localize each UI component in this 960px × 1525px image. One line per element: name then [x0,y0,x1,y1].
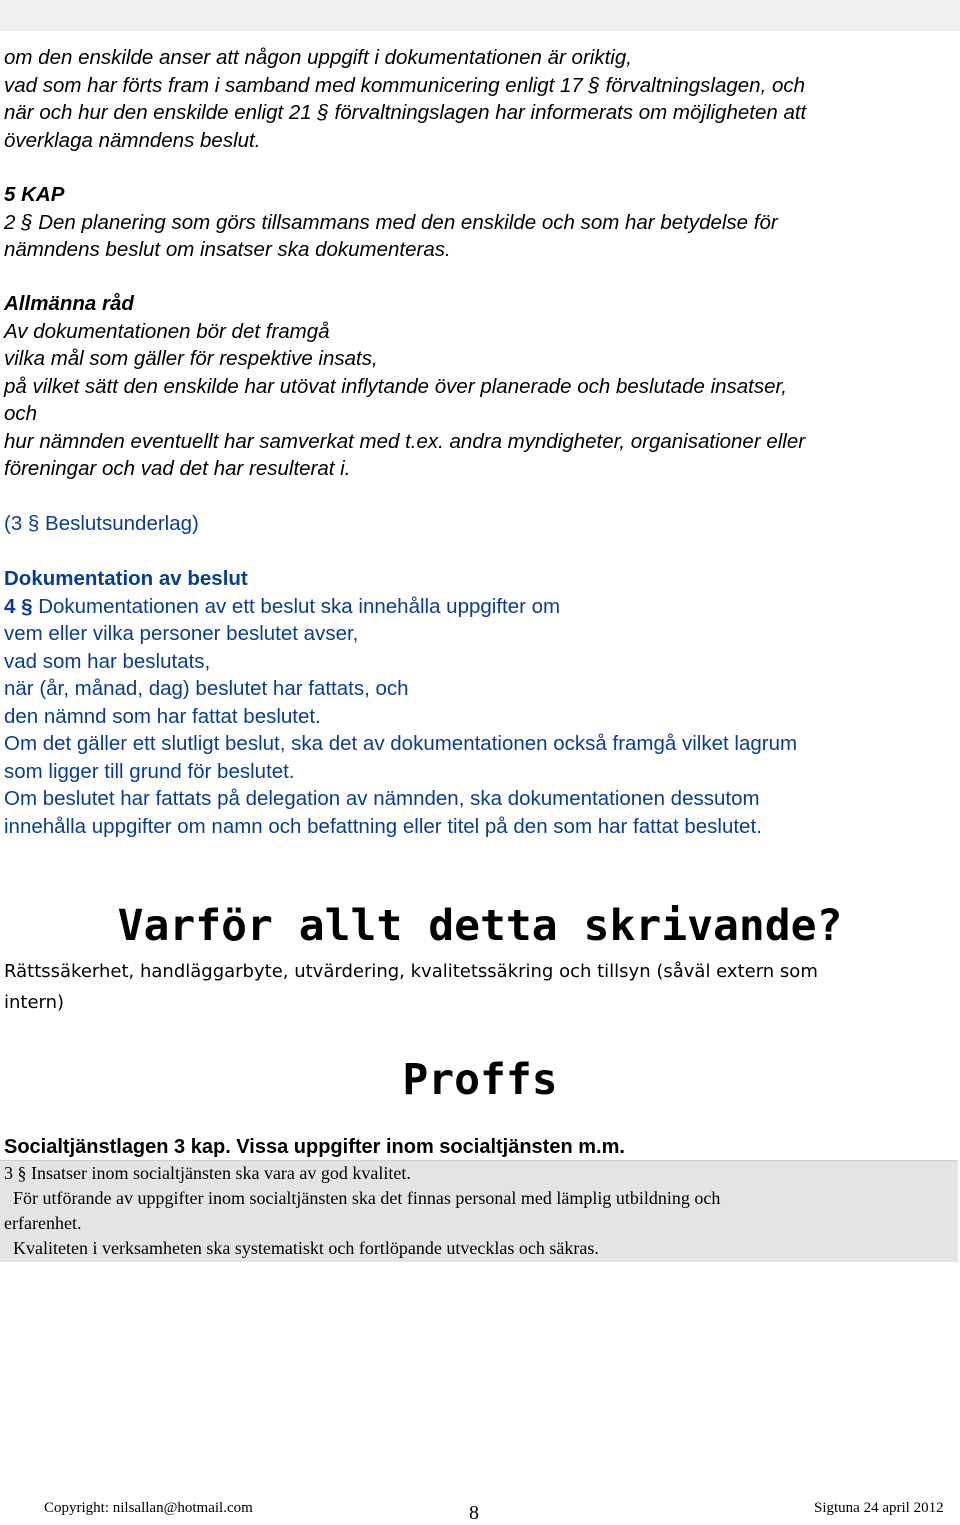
section-heading: 5 KAP [4,183,65,206]
text-line: vilka mål som gäller för respektive insats, [4,347,378,370]
text-line: på vilket sätt den enskilde har utövat inflytande över planerade och beslutade insatser, [4,374,787,398]
text-line: den nämnd som har fattat beslutet. [4,704,321,728]
text-line: om den enskilde anser att någon uppgift i dokumentationen är oriktig, [4,46,632,69]
text-line: som ligger till grund för beslutet. [4,759,295,783]
text-line: när (år, månad, dag) beslutet har fattats, och [4,677,409,700]
text-line: nämndens beslut om insatser ska dokumenteras. [4,238,451,261]
text-line: och [4,402,38,425]
proffs-heading: Proffs [402,1055,558,1105]
text-line: vad som har beslutats, [4,649,211,673]
text-line: föreningar och vad det har resulterat i. [4,457,351,480]
text-line: 3 § Insatser inom socialtjänsten ska vara av god kvalitet. [4,1163,411,1183]
paragraph-dokumentation-uppgifter [4,44,944,154]
text-line: Rättssäkerhet, handläggarbyte, utvärdering, kvalitetssäkring och tillsyn (såväl extern som [4,961,818,982]
text-line: Kvaliteten i verksamheten ska systematiskt och fortlöpande utvecklas och säkras. [4,1238,599,1258]
text-line: 2 § Den planering som görs tillsammans med den enskilde och som har betydelse för [4,210,778,234]
footer-copyright: Copyright: nilsallan@hotmail.com [44,1500,253,1516]
text-line: Om beslutet har fattats på delegation av nämnden, ska dokumentationen dessutom [4,787,760,810]
text-line: För utförande av uppgifter inom socialtjänsten ska det finnas personal med lämplig utbildning och [4,1188,721,1208]
section-allmanna-rad [4,290,944,483]
text-line: (3 § Beslutsunderlag) [4,512,199,535]
beslutsunderlag-reference [4,510,944,538]
paragraph-number: 4 § [4,594,33,618]
text-line: Om det gäller ett slutligt beslut, ska det av dokumentationen också framgå vilket lagrum [4,732,798,755]
socialtjanstlagen-heading: Socialtjänstlagen 3 kap. Vissa uppgifter inom socialtjänsten m.m. [4,1136,625,1158]
section-heading: Allmänna råd [4,292,134,315]
section-5-kap [4,181,944,264]
text-line: intern) [4,992,65,1013]
text-line: när och hur den enskilde enligt 21 § förvaltningslagen har informerats om möjligheten att [4,101,807,124]
text-line [4,593,944,621]
text-line: Av dokumentationen bör det framgå [4,319,330,343]
footer-date: Sigtuna 24 april 2012 [814,1500,944,1516]
text-line: vad som har förts fram i samband med kommunicering enligt 17 § förvaltningslagen, och [4,73,806,97]
page-number: 8 [469,1502,479,1524]
socialtjanstlagen-quote [0,1160,958,1262]
section-dokumentation-av-beslut [4,565,944,840]
varfor-text [4,956,944,1018]
text-fragment: Dokumentationen av ett beslut ska innehålla uppgifter om [32,594,561,618]
text-line: vem eller vilka personer beslutet avser, [4,622,359,645]
text-line: hur nämnden eventuellt har samverkat med t.ex. andra myndigheter, organisationer eller [4,429,806,453]
varfor-heading: Varför allt detta skrivande? [117,901,843,951]
page-top-band [0,0,960,31]
text-line: erfarenhet. [4,1213,82,1233]
section-heading: Dokumentation av beslut [4,567,248,590]
text-line: innehålla uppgifter om namn och befattning eller titel på den som har fattat beslutet. [4,814,762,838]
text-line: överklaga nämndens beslut. [4,128,261,152]
